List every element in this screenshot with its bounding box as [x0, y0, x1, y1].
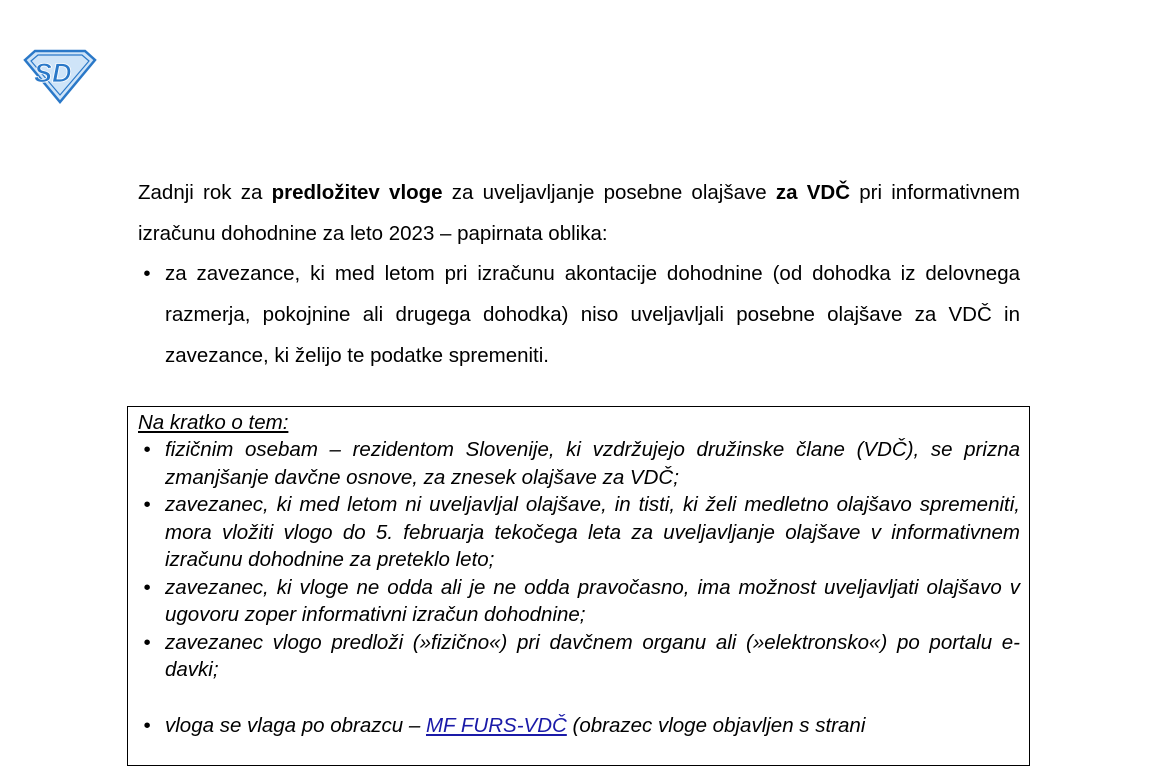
svg-text:SD: SD [34, 58, 72, 88]
list-item [138, 253, 1020, 376]
intro-text-3: pri informativnem izračunu dohodnine za leto 2023 – papirnata oblika: [138, 181, 1020, 245]
bullet-icon: • [143, 438, 151, 461]
intro-bold-1: predložitev vloge [271, 181, 443, 204]
summary-item-text: fizičnim osebam – rezidentom Slovenije, ki vzdržujejo družinske člane (VDČ), se prizna zmanjšanje davčne osnove, za znesek olajšave za VDČ; [165, 438, 1020, 489]
bullet-icon: • [143, 575, 151, 599]
summary-item-text: zavezanec, ki vloge ne odda ali je ne odda pravočasno, ima možnost uveljavljati olajšavo v ugovoru zoper informativni izračun dohodnine; [165, 575, 1020, 626]
spacer [138, 684, 1020, 712]
bullet-icon: • [143, 713, 151, 737]
bullet-list [138, 253, 1020, 376]
summary-item [138, 712, 1020, 740]
summary-item-text: vloga se vlaga po obrazcu – [165, 713, 426, 737]
bullet-icon: • [143, 493, 151, 516]
sd-logo [21, 48, 97, 104]
intro-paragraph [138, 172, 1020, 254]
bullet-icon: • [143, 262, 151, 285]
bullet-icon: • [143, 630, 151, 654]
summary-item [138, 491, 1020, 574]
summary-item [138, 629, 1020, 684]
summary-item-text: zavezanec, ki med letom ni uveljavljal olajšave, in tisti, ki želi medletno olajšavo spremeniti, mora vložiti vlogo do 5. februarja tekočega leta za uveljavljanje olajšave v informativnem izračunu dohodnine za preteklo leto; [165, 493, 1020, 571]
summary-box [127, 406, 1030, 766]
summary-item-text-after: (obrazec vloge objavljen s strani [566, 713, 866, 737]
summary-box-title: Na kratko o tem: [138, 411, 289, 434]
summary-item-text: zavezanec vlogo predloži (»fizično«) pri davčnem organu ali (»elektronsko«) po portalu e-davki; [165, 630, 1020, 681]
summary-list [138, 436, 1020, 739]
intro-bold-2: za VDČ [775, 181, 851, 204]
list-item-text: za zavezance, ki med letom pri izračunu akontacije dohodnine (od dohodka iz delovnega razmerja, pokojnine ali drugega dohodka) niso uveljavljali posebne olajšave za VDČ in zavezance, ki želijo te podatke spremeniti. [165, 262, 1020, 367]
intro-text-2: za uveljavljanje posebne olajšave [442, 181, 776, 204]
summary-item [138, 436, 1020, 491]
intro-text-1: Zadnji rok za [138, 181, 272, 204]
summary-item [138, 574, 1020, 629]
form-link[interactable]: MF FURS-VDČ [425, 713, 567, 737]
sd-diamond-logo-icon [21, 48, 97, 104]
